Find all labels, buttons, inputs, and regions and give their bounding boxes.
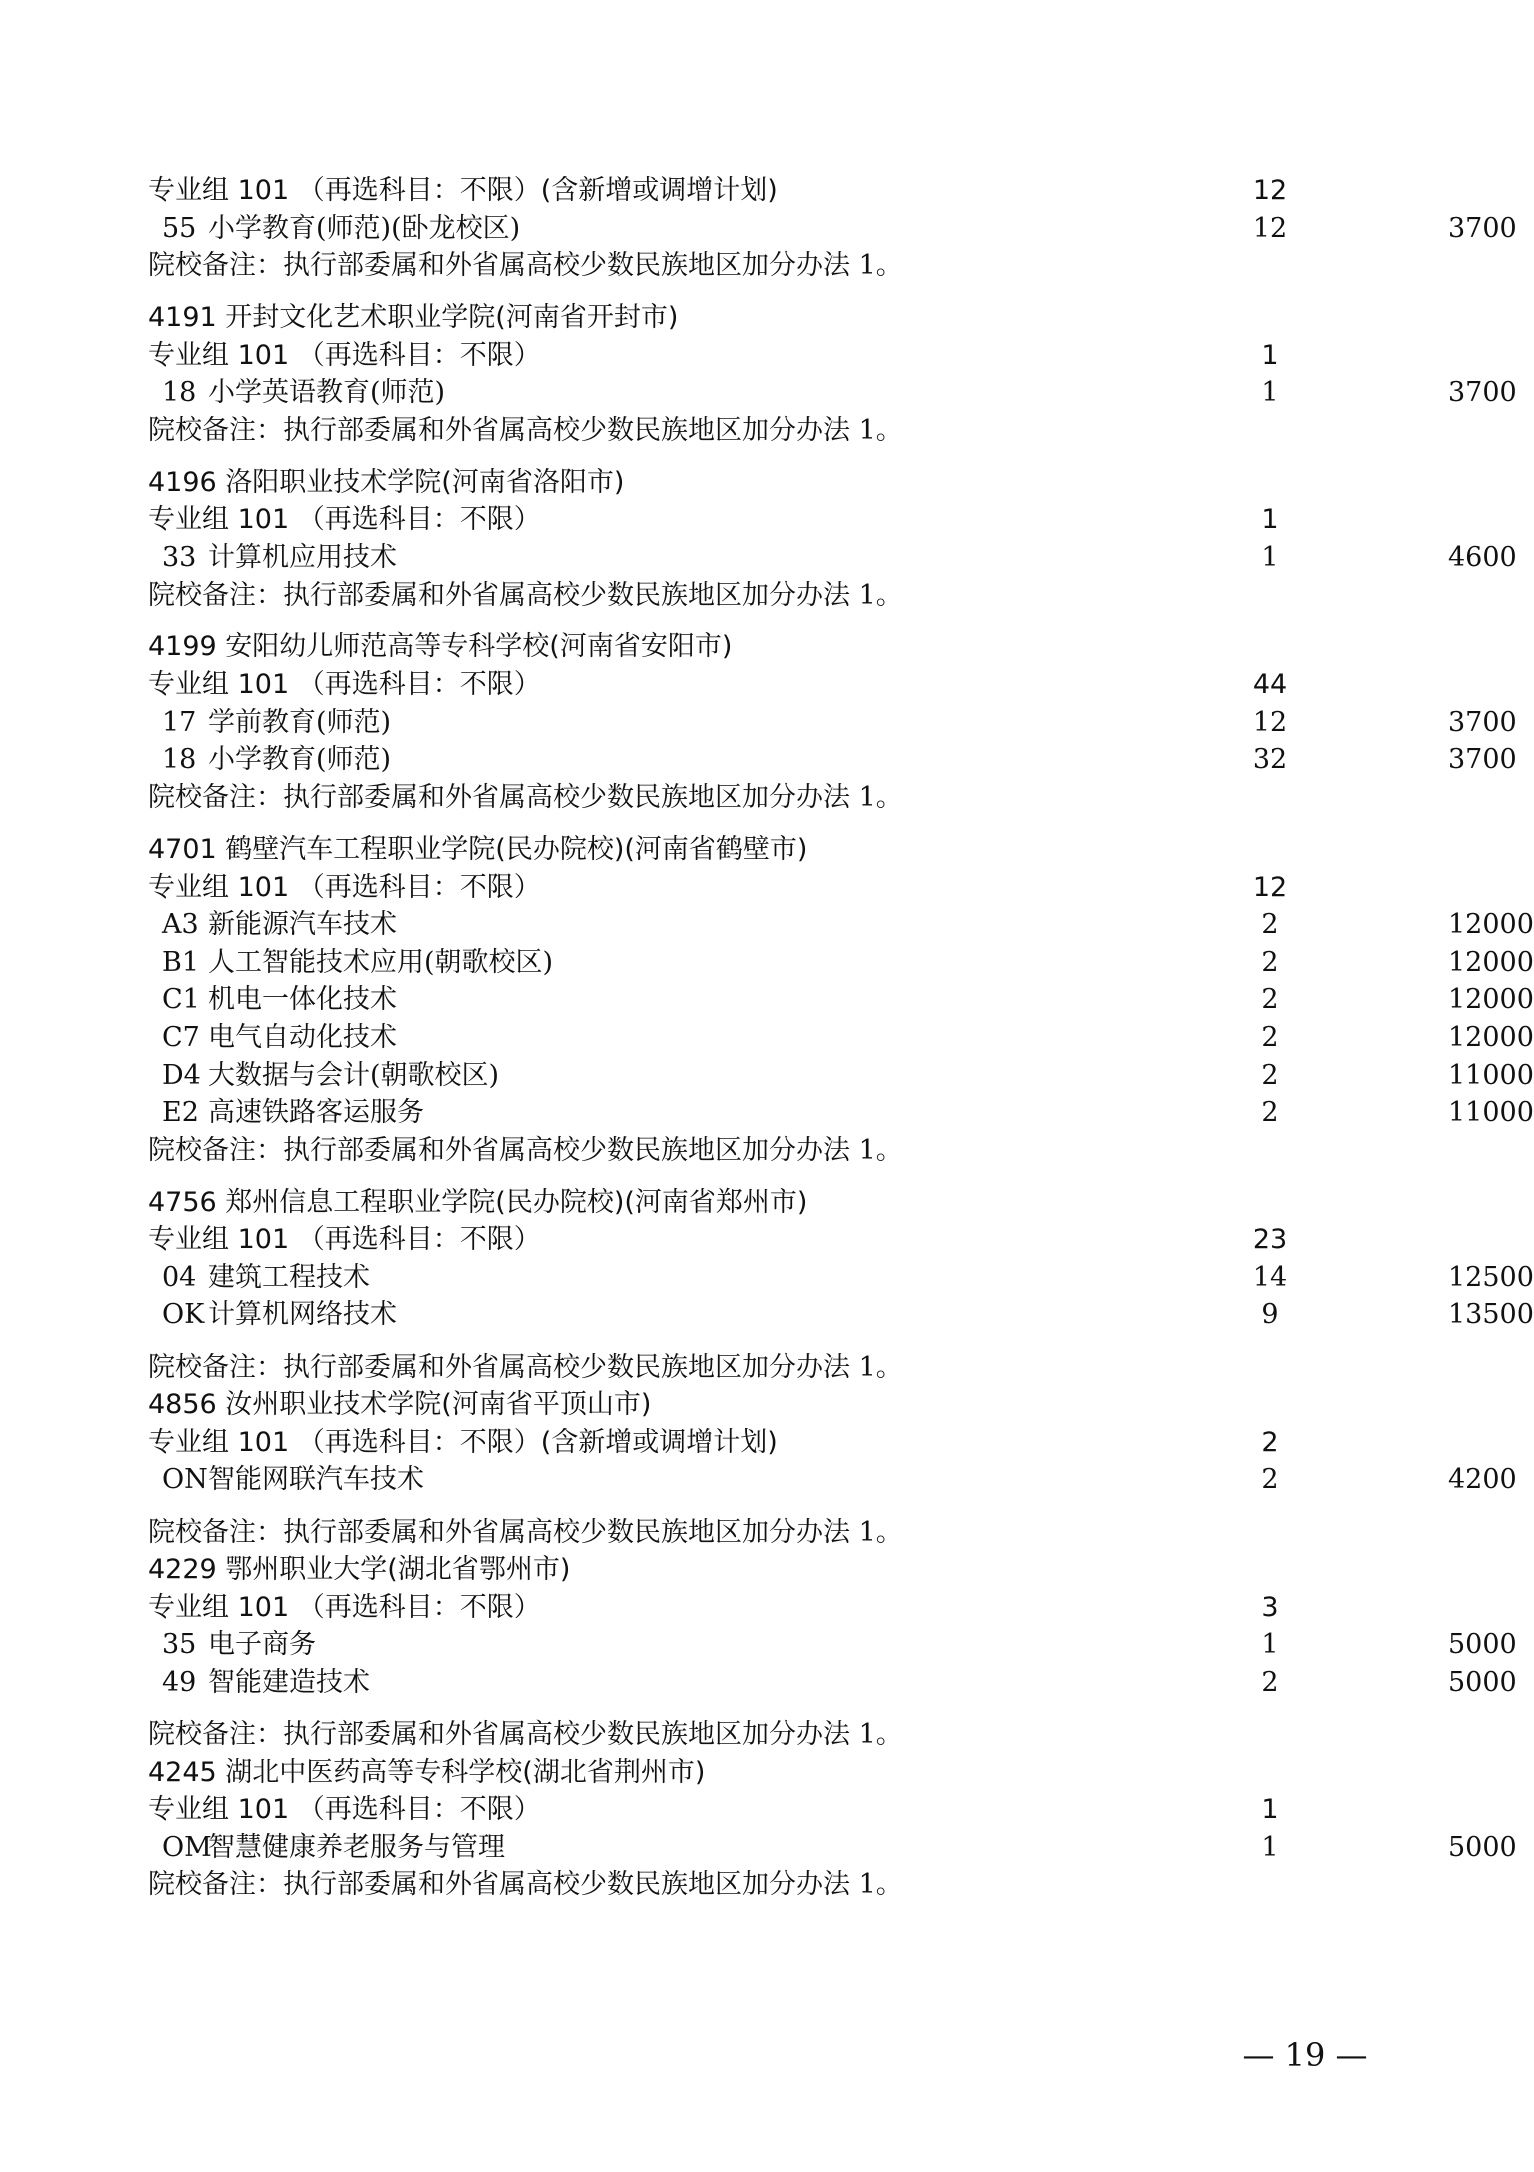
major-code: C7 [162, 1022, 200, 1053]
school-note-text: 院校备注：执行部委属和外省属高校少数民族地区加分办法 1。 [148, 415, 903, 446]
major-group-row [148, 1589, 1428, 1626]
school-header [148, 1551, 1428, 1588]
school-name: 4856 汝州职业技术学院(河南省平顶山市) [148, 1389, 652, 1420]
major-label [162, 1829, 505, 1866]
major-code: 33 [162, 542, 197, 573]
major-name: 小学英语教育(师范) [208, 377, 446, 408]
group-title: 专业组 101 （再选科目：不限） [148, 669, 541, 700]
major-label [162, 1461, 424, 1498]
major-label [162, 981, 397, 1018]
tuition-fee: 12000 [1448, 1022, 1534, 1053]
major-plan-count: 1 [1261, 1629, 1279, 1660]
tuition-fee: 5000 [1448, 1832, 1517, 1863]
school-name: 4229 鄂州职业大学(湖北省鄂州市) [148, 1554, 571, 1585]
major-label [162, 1296, 397, 1333]
school-header [148, 1184, 1428, 1221]
tuition-fee: 12000 [1448, 909, 1534, 940]
major-plan-count: 14 [1252, 1262, 1288, 1293]
major-name: 学前教育(师范) [208, 707, 392, 738]
group-title: 专业组 101 （再选科目：不限） [148, 1592, 541, 1623]
school-note-text: 院校备注：执行部委属和外省属高校少数民族地区加分办法 1。 [148, 1869, 903, 1900]
school-header [148, 299, 1428, 336]
group-plan-count: 2 [1261, 1427, 1279, 1458]
major-row [148, 539, 1517, 576]
major-label [162, 539, 397, 576]
tuition-fee: 11000 [1448, 1060, 1534, 1091]
major-plan-count: 1 [1261, 1832, 1279, 1863]
major-code: 49 [162, 1667, 197, 1698]
major-name: 大数据与会计(朝歌校区) [208, 1060, 500, 1091]
major-row [148, 1019, 1534, 1056]
tuition-fee: 4200 [1448, 1464, 1517, 1495]
school-note-text: 院校备注：执行部委属和外省属高校少数民族地区加分办法 1。 [148, 1517, 903, 1548]
major-plan-count: 32 [1252, 744, 1288, 775]
major-code: B1 [162, 947, 200, 978]
tuition-fee: 3700 [1448, 744, 1517, 775]
tuition-fee: 11000 [1448, 1097, 1534, 1128]
major-row [148, 1664, 1517, 1701]
major-group-row [148, 501, 1428, 538]
group-plan-count: 12 [1252, 872, 1288, 903]
school-note [148, 1132, 1428, 1169]
page-number: — 19 — [1242, 2036, 1368, 2074]
major-row [148, 1057, 1534, 1094]
school-note [148, 577, 1428, 614]
major-group-row [148, 337, 1428, 374]
major-code: D4 [162, 1060, 201, 1091]
school-header [148, 1386, 1428, 1423]
school-note-text: 院校备注：执行部委属和外省属高校少数民族地区加分办法 1。 [148, 1719, 903, 1750]
major-plan-count: 1 [1261, 377, 1279, 408]
major-row [148, 906, 1534, 943]
major-name: 小学教育(师范) [208, 744, 392, 775]
major-group-row [148, 1791, 1428, 1828]
school-header [148, 1754, 1428, 1791]
group-plan-count: 44 [1252, 669, 1288, 700]
major-plan-count: 2 [1261, 1022, 1279, 1053]
major-row [148, 1296, 1534, 1333]
school-note-text: 院校备注：执行部委属和外省属高校少数民族地区加分办法 1。 [148, 580, 903, 611]
major-name: 人工智能技术应用(朝歌校区) [208, 947, 554, 978]
major-row [148, 944, 1534, 981]
group-plan-count: 1 [1261, 504, 1279, 535]
school-note-text: 院校备注：执行部委属和外省属高校少数民族地区加分办法 1。 [148, 250, 903, 281]
school-note [148, 1866, 1428, 1903]
group-title: 专业组 101 （再选科目：不限） [148, 1794, 541, 1825]
major-code: 04 [162, 1262, 197, 1293]
group-title: 专业组 101 （再选科目：不限） [148, 340, 541, 371]
major-label [162, 1259, 370, 1296]
school-header [148, 628, 1428, 665]
major-code: C1 [162, 984, 200, 1015]
group-plan-count: 1 [1261, 340, 1279, 371]
school-note [148, 1349, 1428, 1386]
school-header [148, 464, 1428, 501]
major-name: 小学教育(师范)(卧龙校区) [208, 213, 521, 244]
major-name: 新能源汽车技术 [208, 909, 397, 940]
school-note [148, 1514, 1428, 1551]
major-label [162, 1019, 397, 1056]
major-code: 55 [162, 213, 197, 244]
major-row [148, 1094, 1534, 1131]
major-plan-count: 9 [1261, 1299, 1279, 1330]
school-name: 4191 开封文化艺术职业学院(河南省开封市) [148, 302, 679, 333]
major-label [162, 906, 397, 943]
major-plan-count: 2 [1261, 1464, 1279, 1495]
tuition-fee: 4600 [1448, 542, 1517, 573]
major-code: 18 [162, 744, 197, 775]
major-code: 35 [162, 1629, 197, 1660]
major-group-row [148, 869, 1428, 906]
major-label [162, 374, 445, 411]
major-code: 17 [162, 707, 197, 738]
group-title: 专业组 101 （再选科目：不限）(含新增或调增计划) [148, 175, 778, 206]
school-header [148, 831, 1428, 868]
major-plan-count: 12 [1252, 707, 1288, 738]
major-name: 计算机网络技术 [208, 1299, 397, 1330]
school-name: 4756 郑州信息工程职业学院(民办院校)(河南省郑州市) [148, 1187, 808, 1218]
major-label [162, 210, 520, 247]
school-name: 4199 安阳幼儿师范高等专科学校(河南省安阳市) [148, 631, 733, 662]
major-code: OK [162, 1299, 205, 1330]
major-row [148, 1259, 1534, 1296]
major-row [148, 1626, 1517, 1663]
major-code: OM [162, 1832, 212, 1863]
major-row [148, 1829, 1517, 1866]
school-name: 4196 洛阳职业技术学院(河南省洛阳市) [148, 467, 625, 498]
major-row [148, 374, 1517, 411]
school-note-text: 院校备注：执行部委属和外省属高校少数民族地区加分办法 1。 [148, 1135, 903, 1166]
major-name: 电气自动化技术 [208, 1022, 397, 1053]
tuition-fee: 5000 [1448, 1667, 1517, 1698]
school-note [148, 247, 1428, 284]
school-note [148, 779, 1428, 816]
group-plan-count: 12 [1252, 175, 1288, 206]
major-row [148, 981, 1534, 1018]
major-name: 智能建造技术 [208, 1667, 370, 1698]
school-note-text: 院校备注：执行部委属和外省属高校少数民族地区加分办法 1。 [148, 1352, 903, 1383]
major-row [148, 210, 1517, 247]
major-name: 机电一体化技术 [208, 984, 397, 1015]
major-name: 高速铁路客运服务 [208, 1097, 424, 1128]
major-group-row [148, 172, 1428, 209]
major-label [162, 741, 391, 778]
major-label [162, 1664, 370, 1701]
major-name: 电子商务 [208, 1629, 316, 1660]
major-label [162, 1057, 499, 1094]
major-name: 智慧健康养老服务与管理 [208, 1832, 505, 1863]
school-name: 4701 鹤壁汽车工程职业学院(民办院校)(河南省鹤壁市) [148, 834, 808, 865]
group-plan-count: 23 [1252, 1224, 1288, 1255]
school-note [148, 1716, 1428, 1753]
school-note [148, 412, 1428, 449]
major-plan-count: 1 [1261, 542, 1279, 573]
group-plan-count: 1 [1261, 1794, 1279, 1825]
major-row [148, 1461, 1517, 1498]
tuition-fee: 3700 [1448, 377, 1517, 408]
tuition-fee: 12000 [1448, 947, 1534, 978]
major-group-row [148, 1424, 1428, 1461]
major-label [162, 944, 553, 981]
major-plan-count: 12 [1252, 213, 1288, 244]
major-name: 智能网联汽车技术 [208, 1464, 424, 1495]
major-group-row [148, 1221, 1428, 1258]
school-name: 4245 湖北中医药高等专科学校(湖北省荆州市) [148, 1757, 706, 1788]
tuition-fee: 12500 [1448, 1262, 1534, 1293]
major-label [162, 1626, 316, 1663]
group-title: 专业组 101 （再选科目：不限） [148, 504, 541, 535]
tuition-fee: 5000 [1448, 1629, 1517, 1660]
major-code: ON [162, 1464, 208, 1495]
major-code: A3 [162, 909, 199, 940]
major-plan-count: 2 [1261, 1667, 1279, 1698]
major-plan-count: 2 [1261, 1097, 1279, 1128]
tuition-fee: 3700 [1448, 213, 1517, 244]
major-group-row [148, 666, 1428, 703]
major-plan-count: 2 [1261, 947, 1279, 978]
major-label [162, 704, 391, 741]
major-code: E2 [162, 1097, 199, 1128]
major-name: 建筑工程技术 [208, 1262, 370, 1293]
school-note-text: 院校备注：执行部委属和外省属高校少数民族地区加分办法 1。 [148, 782, 903, 813]
major-row [148, 704, 1517, 741]
major-plan-count: 2 [1261, 1060, 1279, 1091]
major-plan-count: 2 [1261, 984, 1279, 1015]
major-code: 18 [162, 377, 197, 408]
group-title: 专业组 101 （再选科目：不限） [148, 872, 541, 903]
major-name: 计算机应用技术 [208, 542, 397, 573]
group-title: 专业组 101 （再选科目：不限） [148, 1224, 541, 1255]
major-plan-count: 2 [1261, 909, 1279, 940]
group-plan-count: 3 [1261, 1592, 1279, 1623]
group-title: 专业组 101 （再选科目：不限）(含新增或调增计划) [148, 1427, 778, 1458]
tuition-fee: 13500 [1448, 1299, 1534, 1330]
major-row [148, 741, 1517, 778]
major-label [162, 1094, 424, 1131]
tuition-fee: 12000 [1448, 984, 1534, 1015]
tuition-fee: 3700 [1448, 707, 1517, 738]
